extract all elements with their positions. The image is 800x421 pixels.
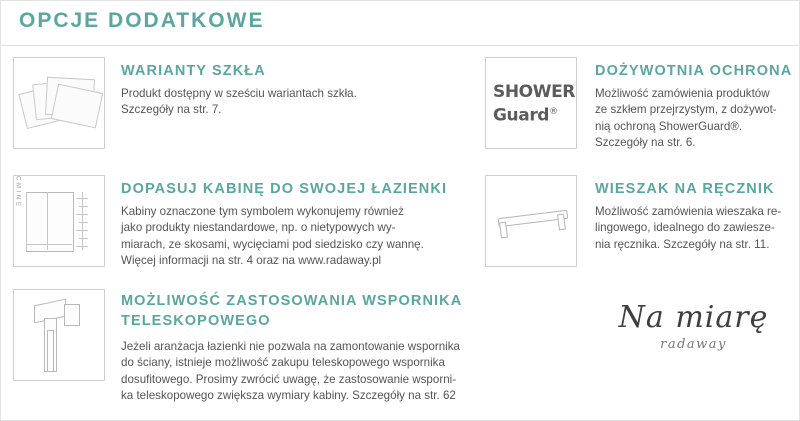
section-body (121, 339, 541, 405)
cabin-door-line (26, 192, 27, 250)
body-line: do ściany, istnieje możliwość zakupu teleskopowego wspornika (121, 356, 445, 370)
glass-sheets-icon (51, 84, 103, 129)
shower-cabin-measure-icon (26, 192, 74, 252)
body-line: Więcej informacji na str. 4 oraz na www.radaway.pl (121, 254, 382, 268)
page-title: OPCJE DODATKOWE (19, 9, 265, 32)
section-heading: WARIANTY SZKŁA (121, 63, 266, 79)
brand-name: radaway (660, 337, 727, 352)
body-line: ka teleskopowego zwiększa wymiary kabiny. Szczegóły na str. 62 (121, 389, 456, 403)
body-line: ze szkłem przejrzystym, z dożywot- (595, 103, 777, 117)
registered-mark: ® (549, 107, 558, 117)
showerguard-line1: SHOWER (493, 82, 575, 102)
ruler-tick (76, 198, 88, 199)
section-body (595, 204, 800, 253)
section-body (121, 204, 511, 270)
cabin-panel-line (47, 192, 48, 250)
body-line: nia ręcznika. Szczegóły na str. 11. (595, 237, 770, 251)
section-body (121, 86, 461, 119)
body-line: Możliwość zamówienia produktów (595, 87, 770, 100)
section-dopasuj-kabine (121, 179, 511, 270)
ruler-tick (79, 206, 88, 207)
brand-script: Na miarę (618, 300, 769, 335)
body-line: Kabiny oznaczone tym symbolem wykonujemy również (121, 205, 404, 218)
body-line: Możliwość zamówienia wieszaka re- (595, 205, 782, 218)
brand-logo (601, 301, 786, 352)
body-line: Szczegóły na str. 6. (595, 136, 696, 150)
ruler-tick (76, 246, 88, 247)
showerguard-line2-text: Guard (493, 105, 550, 126)
cabin-base-line (26, 244, 72, 245)
section-dozywotnia-ochrona (595, 61, 800, 152)
heading-line: MOŻLIWOŚĆ ZASTOSOWANIA (121, 293, 358, 309)
body-line: lingowego, idealnego do zawiesze- (595, 221, 775, 235)
section-wieszak-na-recznik (595, 179, 800, 253)
section-body (595, 86, 800, 152)
ruler-tick (79, 238, 88, 239)
section-wspornik-teleskopowy (121, 291, 541, 405)
cabin-measure-icon-box (13, 175, 105, 267)
section-warianty-szkla (121, 61, 461, 119)
body-line: miarach, ze skosami, wycięciami pod siedzisko czy wannę. (121, 237, 424, 251)
section-heading: WIESZAK NA RĘCZNIK (595, 181, 775, 197)
glass-variants-icon-box (13, 57, 105, 149)
showerguard-icon-box (485, 57, 577, 149)
telescopic-support-icon-box (13, 289, 105, 381)
body-line: jako produkty niestandardowe, np. o nietypowych wy- (121, 221, 396, 235)
section-heading: DOPASUJ KABINĘ DO SWOJEJ ŁAZIENKI (121, 181, 448, 197)
ruler-axis (82, 192, 83, 250)
body-line: Produkt dostępny w sześciu wariantach szkła. (121, 87, 357, 100)
body-line: dosufitowego. Prosimy zwrócić uwagę, że zastosowanie wsporni- (121, 372, 457, 386)
ruler-tick (76, 214, 88, 215)
showerguard-line2 (493, 102, 573, 126)
cabin-measure-label: C M I N E (14, 176, 21, 207)
section-heading (121, 291, 541, 331)
body-line: Jeżeli aranżacja łazienki nie pozwala na zamontowanie wspornika (121, 340, 460, 353)
ruler-tick (76, 230, 88, 231)
ruler-tick (79, 222, 88, 223)
section-heading: DOŻYWOTNIA OCHRONA (595, 63, 793, 79)
heading-line: WSPORNIKA TELESKOPOWEGO (121, 293, 462, 329)
title-divider (1, 45, 799, 46)
body-line: Szczegóły na str. 7. (121, 103, 222, 117)
showerguard-logo-icon (493, 82, 573, 126)
towel-rail-icon-box (485, 175, 577, 267)
body-line: nią ochroną ShowerGuard®. (595, 119, 743, 133)
support-wall-plate (64, 304, 80, 326)
support-column-inner (47, 330, 54, 372)
